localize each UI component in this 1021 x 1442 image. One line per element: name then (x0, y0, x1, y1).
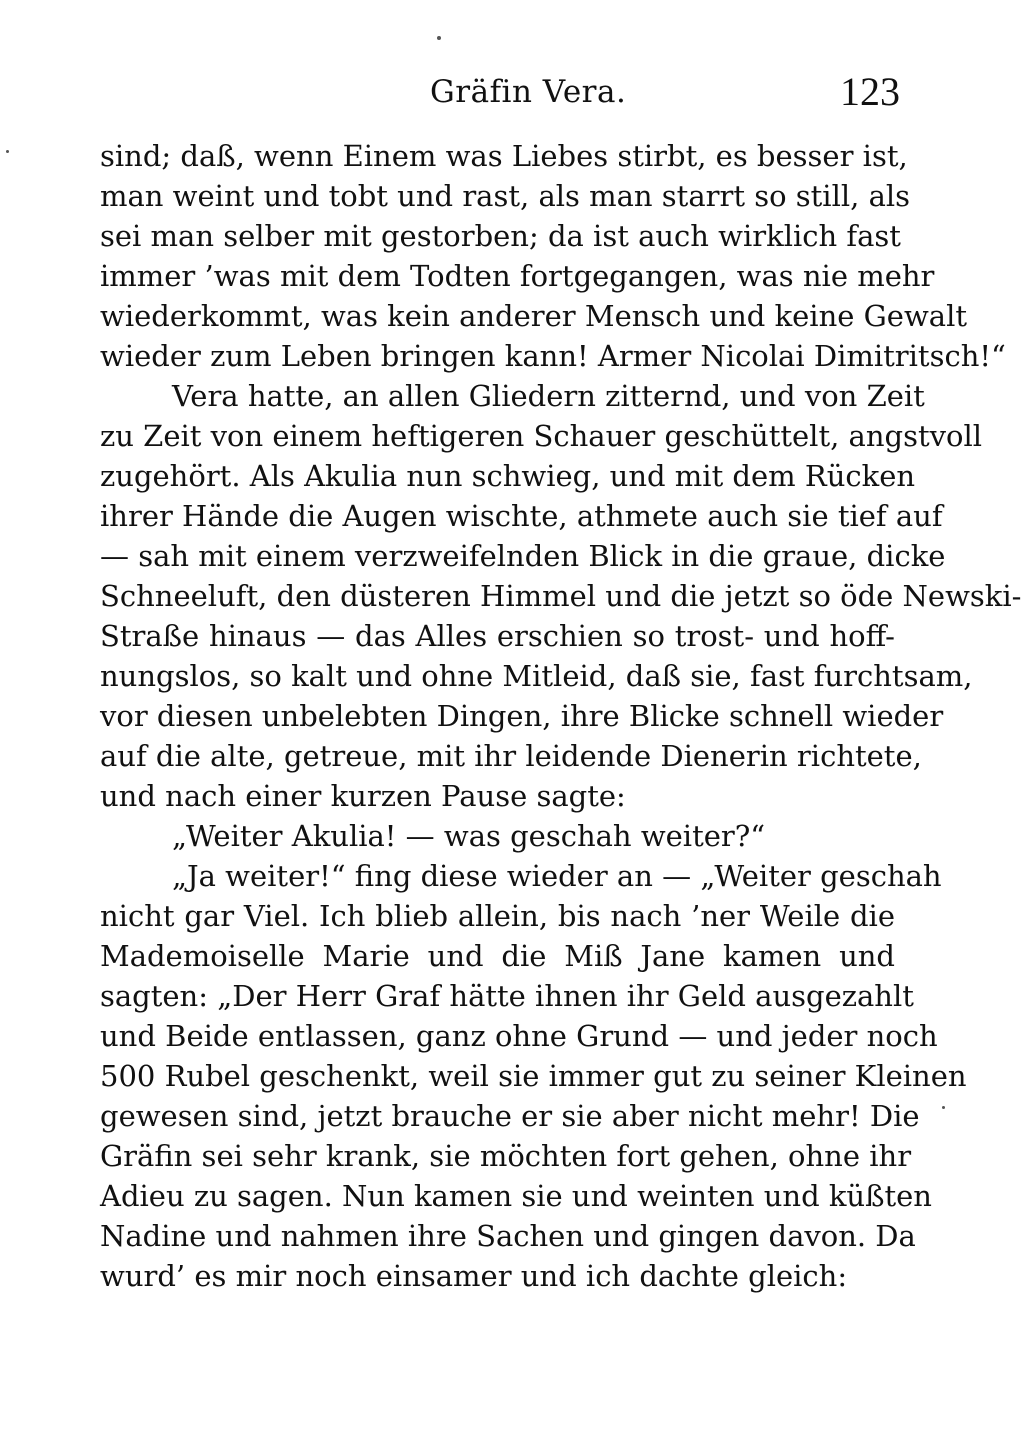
text-line: ihrer Hände die Augen wischte, athmete auch sie tief auf (100, 499, 943, 533)
print-speck (942, 1106, 945, 1109)
text-line: sagten: „Der Herr Graf hätte ihnen ihr Geld ausgezahlt (100, 979, 914, 1013)
text-line: Adieu zu sagen. Nun kamen sie und weinten und küßten (100, 1179, 932, 1213)
text-line: wurd’ es mir noch einsamer und ich dachte gleich: (100, 1259, 848, 1293)
text-line: Mademoiselle Marie und die Miß Jane kamen und (100, 939, 895, 973)
text-line: und nach einer kurzen Pause sagte: (100, 779, 626, 813)
text-line: zugehört. Als Akulia nun schwieg, und mit dem Rücken (100, 459, 916, 493)
print-speck (6, 150, 9, 153)
text-line: gewesen sind, jetzt brauche er sie aber nicht mehr! Die (100, 1099, 920, 1133)
text-line: zu Zeit von einem heftigeren Schauer geschüttelt, angstvoll (100, 419, 983, 453)
text-line: „Ja weiter!“ fing diese wieder an — „Weiter geschah (172, 859, 942, 893)
text-line: auf die alte, getreue, mit ihr leidende Dienerin richtete, (100, 739, 922, 773)
text-line: Schneeluft, den düsteren Himmel und die jetzt so öde Newski- (100, 579, 1021, 613)
text-line: Gräfin sei sehr krank, sie möchten fort gehen, ohne ihr (100, 1139, 912, 1173)
text-line: nicht gar Viel. Ich blieb allein, bis nach ’ner Weile die (100, 899, 895, 933)
text-line: man weint und tobt und rast, als man starrt so still, als (100, 179, 911, 213)
page-header (100, 68, 900, 118)
text-line: Vera hatte, an allen Gliedern zitternd, und von Zeit (172, 379, 925, 413)
running-title: Gräfin Vera. (430, 74, 627, 110)
text-line: sei man selber mit gestorben; da ist auch wirklich fast (100, 219, 901, 253)
text-line: wiederkommt, was kein anderer Mensch und keine Gewalt (100, 299, 968, 333)
text-line: vor diesen unbelebten Dingen, ihre Blicke schnell wieder (100, 699, 944, 733)
text-line: „Weiter Akulia! — was geschah weiter?“ (172, 819, 766, 853)
print-speck (437, 36, 441, 40)
text-line: immer ’was mit dem Todten fortgegangen, was nie mehr (100, 259, 935, 293)
text-line: Nadine und nahmen ihre Sachen und gingen davon. Da (100, 1219, 916, 1253)
body-text (100, 136, 1021, 1296)
text-line: und Beide entlassen, ganz ohne Grund — und jeder noch (100, 1019, 938, 1053)
text-line: 500 Rubel geschenkt, weil sie immer gut zu seiner Kleinen (100, 1059, 967, 1093)
text-line: wieder zum Leben bringen kann! Armer Nicolai Dimitritsch!“ (100, 339, 1006, 373)
text-line: Straße hinaus — das Alles erschien so trost- und hoff- (100, 619, 895, 653)
text-line: nungslos, so kalt und ohne Mitleid, daß sie, fast furchtsam, (100, 659, 973, 693)
text-line: — sah mit einem verzweifelnden Blick in die graue, dicke (100, 539, 946, 573)
text-line: sind; daß, wenn Einem was Liebes stirbt, es besser ist, (100, 139, 908, 173)
page-number: 123 (840, 69, 900, 114)
